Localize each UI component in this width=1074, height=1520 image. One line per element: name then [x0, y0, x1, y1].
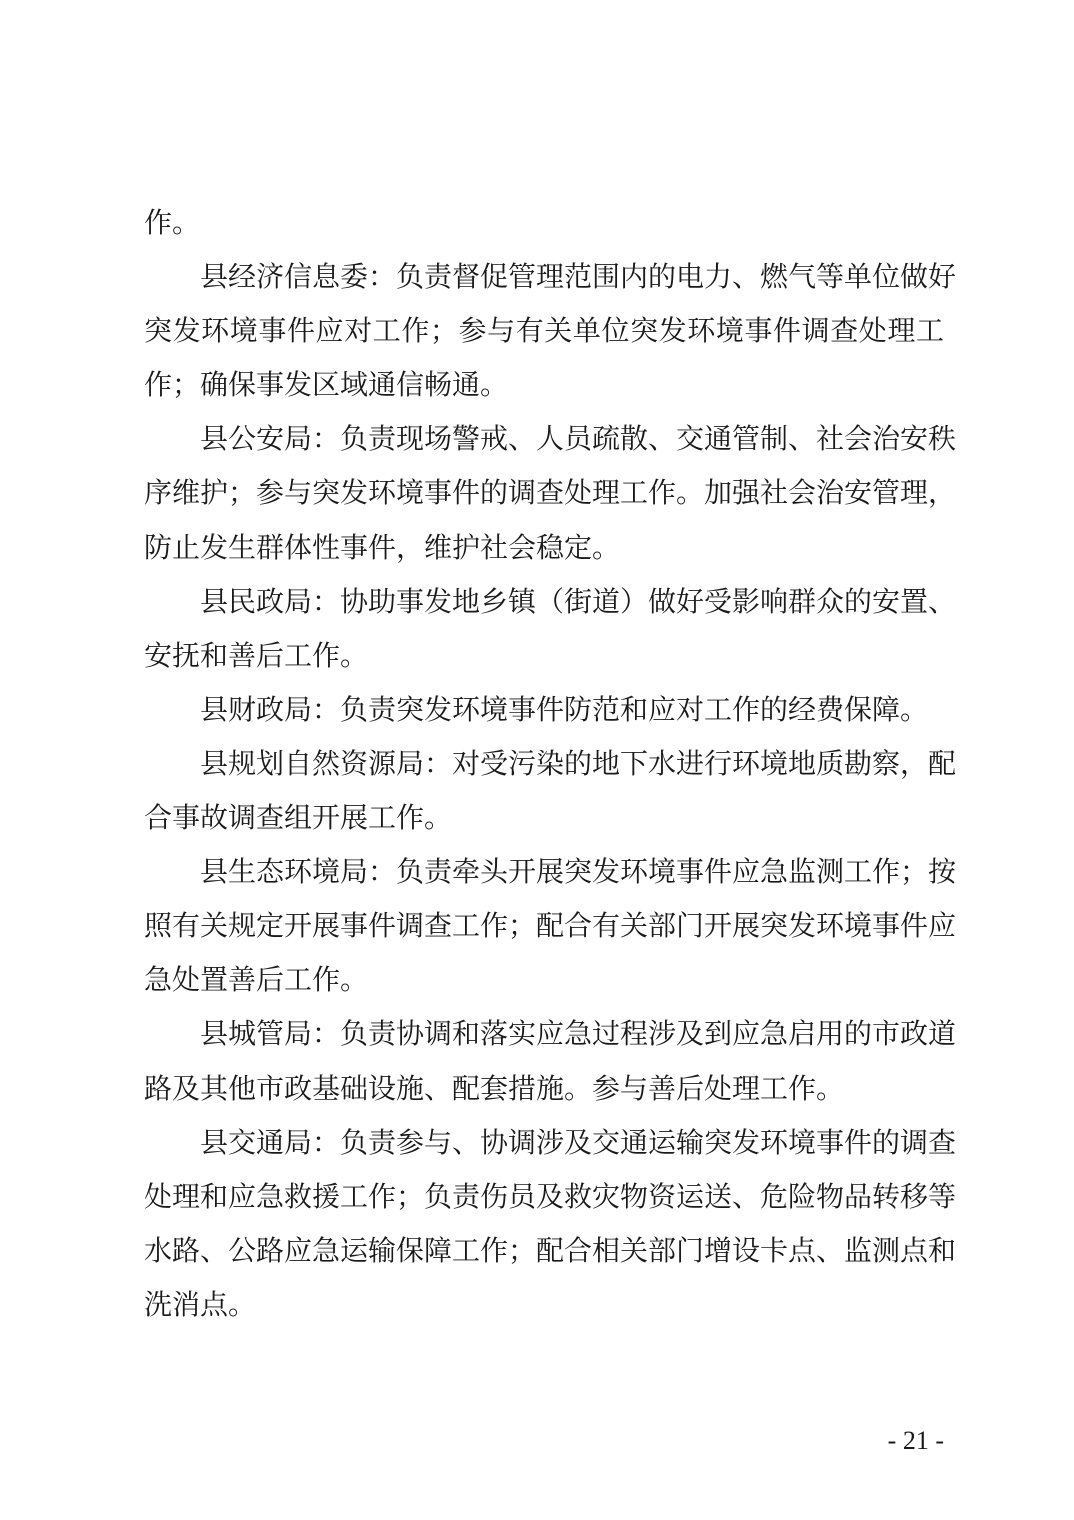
- body-text: [144, 196, 957, 1332]
- text-line: 水路、公路应急运输保障工作；配合相关部门增设卡点、监测点和: [144, 1233, 957, 1267]
- text-line: 县财政局：负责突发环境事件防范和应对工作的经费保障。: [200, 692, 929, 726]
- text-line: 县民政局：协助事发地乡镇（街道）做好受影响群众的安置、: [200, 584, 957, 618]
- text-line: 洗消点。: [144, 1287, 257, 1321]
- text-line: 路及其他市政基础设施、配套措施。参与善后处理工作。: [144, 1071, 845, 1105]
- text-line: 作。: [144, 206, 201, 239]
- text-line: 防止发生群体性事件，维护社会稳定。: [144, 530, 621, 564]
- text-line: 县交通局：负责参与、协调涉及交通运输突发环境事件的调查: [200, 1125, 957, 1159]
- text-line: 县生态环境局：负责牵头开展突发环境事件应急监测工作；按: [200, 855, 957, 889]
- page-number: - 21 -: [887, 1426, 944, 1455]
- text-line: 突发环境事件应对工作；参与有关单位突发环境事件调查处理工: [144, 314, 944, 348]
- text-line: 作；确保事发区域通信畅通。: [144, 368, 509, 402]
- text-line: 照有关规定开展事件调查工作；配合有关部门开展突发环境事件应: [144, 909, 957, 943]
- text-line: 急处置善后工作。: [144, 963, 369, 997]
- text-line: 县公安局：负责现场警戒、人员疏散、交通管制、社会治安秩: [200, 422, 957, 456]
- text-line: 处理和应急救援工作；负责伤员及救灾物资运送、危险物品转移等: [144, 1179, 957, 1213]
- text-line: 县规划自然资源局：对受污染的地下水进行环境地质勘察，配: [200, 746, 957, 780]
- text-line: 县经济信息委：负责督促管理范围内的电力、燃气等单位做好: [200, 260, 957, 294]
- text-line: 序维护；参与突发环境事件的调查处理工作。加强社会治安管理，: [144, 476, 957, 510]
- text-line: 县城管局：负责协调和落实应急过程涉及到应急启用的市政道: [200, 1017, 957, 1051]
- text-line: 安抚和善后工作。: [144, 638, 369, 672]
- text-line: 合事故调查组开展工作。: [144, 801, 453, 835]
